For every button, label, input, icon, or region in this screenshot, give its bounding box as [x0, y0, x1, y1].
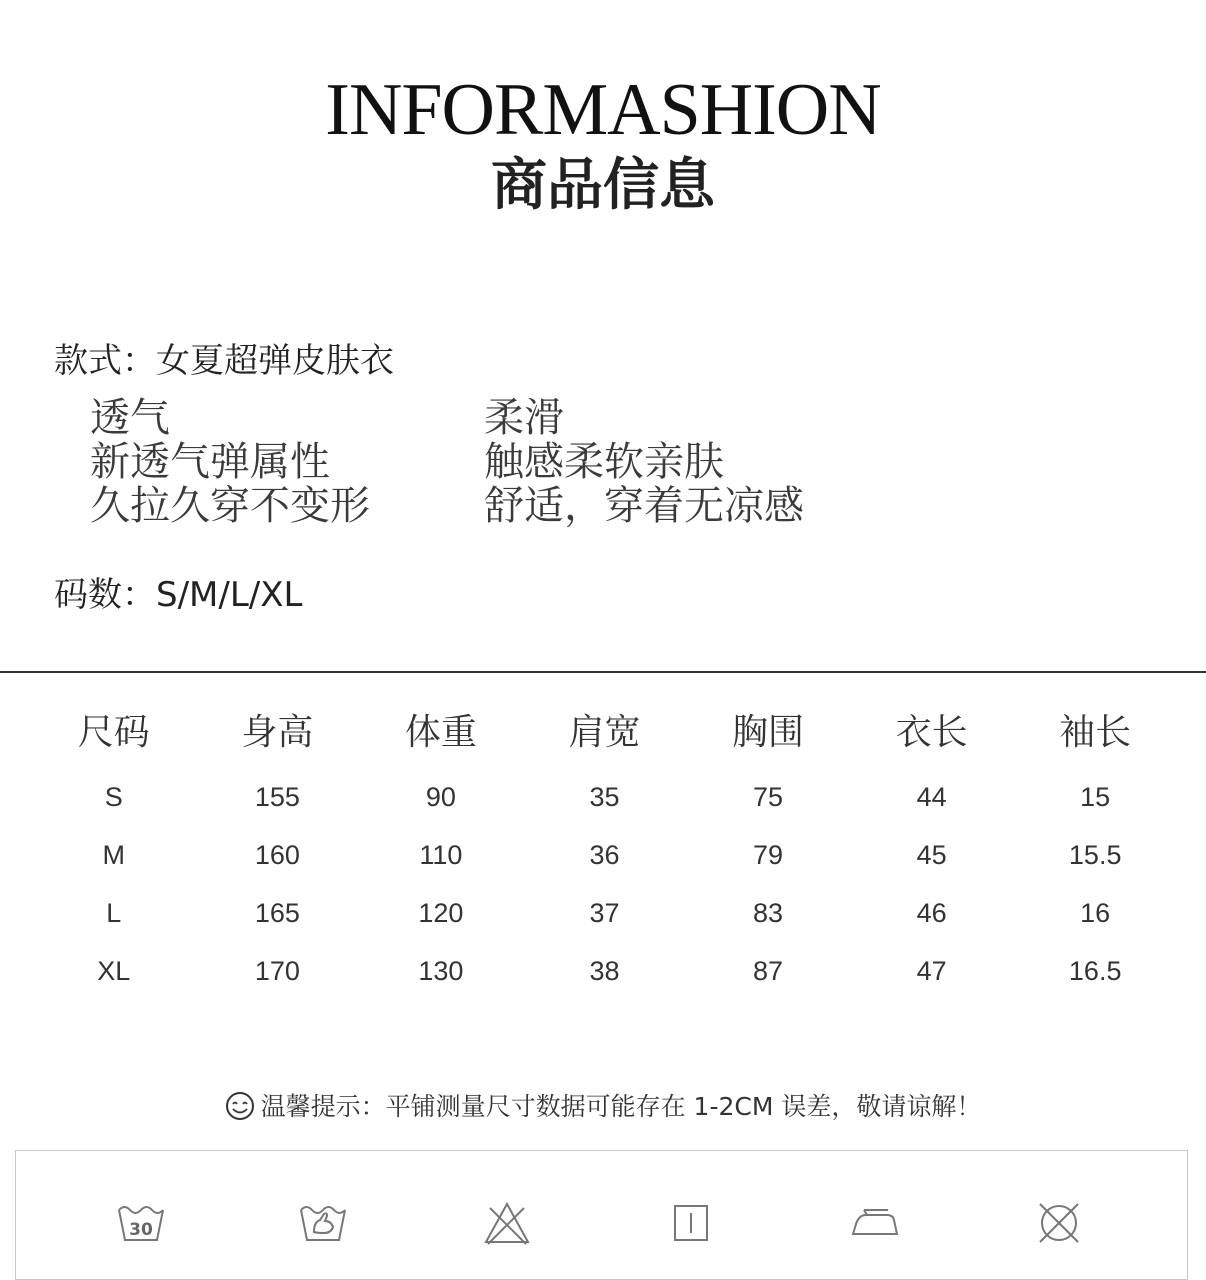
- table-cell: 79: [753, 839, 784, 870]
- table-cell: 170: [254, 955, 300, 986]
- table-cell: 47: [916, 955, 947, 986]
- table-cell: 38: [589, 955, 620, 986]
- table-cell: 37: [589, 897, 620, 928]
- size-line: 码数：S/M/L/XL: [54, 575, 303, 615]
- feature-item: 新透气弹属性: [90, 439, 330, 485]
- table-row: [32, 826, 1177, 884]
- table-row: [32, 942, 1177, 1000]
- feature-item: 久拉久穿不变形: [90, 483, 370, 529]
- smiley-icon: [225, 1091, 255, 1121]
- hand-wash-icon: [298, 1198, 348, 1248]
- no-dry-clean-icon: [1034, 1198, 1084, 1248]
- table-cell: 130: [418, 955, 464, 986]
- table-cell: 160: [254, 839, 300, 870]
- table-cell: 155: [254, 781, 300, 812]
- table-cell: 16: [1080, 897, 1111, 928]
- table-cell: 87: [753, 955, 784, 986]
- table-cell: 110: [419, 839, 463, 870]
- table-row: [32, 758, 1177, 826]
- table-cell: 46: [916, 897, 947, 928]
- size-table: [32, 700, 1177, 1000]
- table-row: [32, 884, 1177, 942]
- feature-item: 柔滑: [484, 395, 564, 441]
- style-line: 款式：女夏超弹皮肤衣: [54, 341, 394, 381]
- table-cell: 36: [589, 839, 620, 870]
- care-instructions-panel: [15, 1150, 1188, 1280]
- table-cell: XL: [97, 955, 131, 986]
- header-cell: 尺码: [77, 711, 150, 753]
- no-bleach-icon: [482, 1198, 532, 1248]
- table-cell: 75: [753, 781, 784, 812]
- table-cell: L: [106, 897, 122, 928]
- brand-title: INFORMASHION: [325, 69, 881, 151]
- wash-temp-label: 30: [129, 1220, 153, 1240]
- section-divider: [0, 671, 1206, 673]
- features-left: [90, 396, 370, 528]
- table-cell: S: [104, 781, 123, 812]
- measurement-tip: [0, 1087, 1206, 1127]
- table-cell: 15: [1080, 781, 1111, 812]
- header-cell: 身高: [241, 711, 314, 753]
- table-cell: 44: [916, 781, 947, 812]
- table-cell: 83: [753, 897, 784, 928]
- header-cell: 胸围: [732, 711, 805, 753]
- table-cell: 15.5: [1068, 839, 1122, 870]
- table-cell: 45: [916, 839, 947, 870]
- table-cell: 120: [418, 897, 464, 928]
- header-cell: 肩宽: [568, 711, 641, 753]
- table-cell: 16.5: [1068, 955, 1122, 986]
- hang-dry-icon: [666, 1198, 716, 1248]
- features-right: [484, 396, 804, 528]
- table-header-row: [32, 700, 1177, 758]
- iron-icon: [850, 1198, 900, 1248]
- header-cell: 衣长: [895, 711, 968, 753]
- feature-item: 触感柔软亲肤: [484, 439, 724, 485]
- wash-30-icon: [116, 1198, 166, 1248]
- table-cell: 90: [425, 781, 456, 812]
- table-cell: M: [102, 839, 126, 870]
- feature-item: 舒适，穿着无凉感: [484, 483, 804, 529]
- table-cell: 165: [254, 897, 300, 928]
- page-subtitle: 商品信息: [491, 153, 715, 218]
- header-cell: 体重: [404, 711, 477, 753]
- tip-text: 温馨提示：平铺测量尺寸数据可能存在 1-2CM 误差，敬请谅解！: [260, 1092, 982, 1121]
- feature-item: 透气: [90, 395, 170, 441]
- table-cell: 35: [589, 781, 620, 812]
- header-cell: 袖长: [1059, 711, 1132, 753]
